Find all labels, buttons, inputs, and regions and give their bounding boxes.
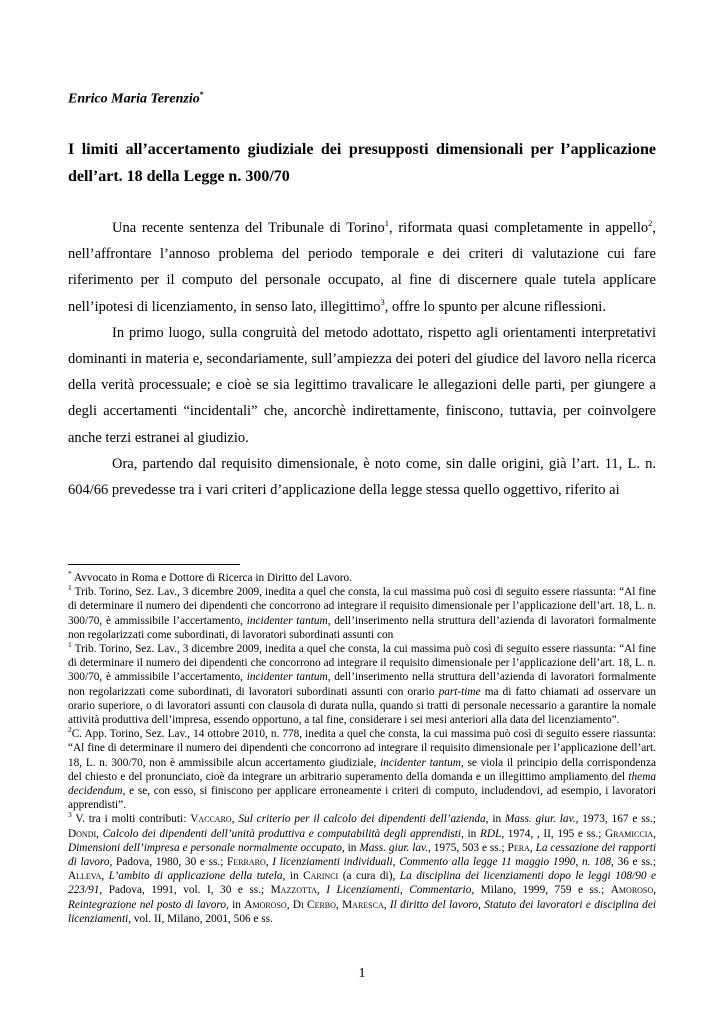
page-number: 1 — [358, 966, 366, 981]
footnotes — [68, 571, 656, 926]
footnote-2: $^2$C. App. Torino, Sez. Lav., 14 ottobre 2010, n. 778, inedita a quel che consta, la cui massima può così di seguito essere riassunta: “Al fine di determinare il numero dei dipendenti che concorrono ad integrare il requisito dimensionale per l’applicazione dell’art. 18, L. n. 300/70, non è ammissibile alcun accertamento giudiziale, incidenter tantum, se viola il principio della corrispondenza del chiesto e del pronunciato, cioè da integrare un arbitrario superamento della domanda e un illegittimo ampliamento del thema decidendum, e se, con esso, si finiscono per applicare erroneamente i criteri di computo, includendovi, ad esempio, i lavoratori apprendisti”. — [68, 725, 656, 812]
author-name: Enrico Maria Terenzio — [68, 91, 200, 107]
footnote-author: * Avvocato in Roma e Dottore di Ricerca in Diritto del Lavoro. — [68, 569, 353, 584]
article-title: I limiti all’accertamento giudiziale dei presupposti dimensionali per l’applicazione dell’art. 18 della Legge n. 300/70 — [68, 141, 656, 185]
footnote-separator — [68, 564, 240, 565]
footnote-1: $^1$ Trib. Torino, Sez. Lav., 3 dicembre 2009, inedita a quel che consta, la cui massima può così di seguito essere riassunta: “Al fine di determinare il numero dei dipendenti che concorrono ad integrare il requisito dimensionale per l’applicazione dell’art. 18, L. n. 300/70, è ammissibile l’accertamento, incidenter tantum, dell’inserimento nella struttura dell’azienda di lavoratori formalmente non regolarizzati come subordinati, di lavoratori subordinati assunti con — [68, 583, 656, 641]
footnote-3: $^3$ V. tra i molti contributi: Vaccaro, Sul criterio per il calcolo dei dipendenti dell’azienda, in Mass. giur. lav., 1973, 167 e ss.; Dondi, Calcolo dei dipendenti dell’unità produttiva e computabilità degli apprendisti, in RDL, 1974, , II, 195 e ss.; Gramiccia, Dimensioni dell’impresa e personale normalmente occupato, in Mass. giur. lav., 1975, 503 e ss.; Pera, La cessazione dei rapporti di lavoro, Padova, 1980, 30 e ss.; Ferraro, I licenziamenti individuali, Commento alla legge 11 maggio 1990, n. 108, 36 e ss.; Alleva, L’ambito di applicazione della tutela, in Carinci (a cura di), La disciplina dei licenziamenti dopo le leggi 108/90 e 223/91, Padova, 1991, vol. I, 30 e ss.; Mazzotta, I Licenziamenti, Commentario, Milano, 1999, 759 e ss.; Amoroso, Reintegrazione nel posto di lavoro, in Amoroso, Di Cerbo, Maresca, Il diritto del lavoro, Statuto dei lavoratori e disciplina dei licenziamenti, vol. II, Milano, 2001, 506 e ss. — [68, 810, 657, 925]
paragraph-2: In primo luogo, sulla congruità del metodo adottato, rispetto agli orientamenti interpretativi dominanti in materia e, secondariamente, sull’ampiezza dei poteri del giudice del lavoro nella ricerca della verità processuale; e cioè se sia legittimo travalicare le allegazioni delle parti, per giungere a degli accertamenti “incidentali” che, ancorchè indirettamente, finiscono, tuttavia, per coinvolgere anche terzi estranei al giudizio. — [68, 324, 656, 446]
footnote-ref-2: 2 — [648, 218, 653, 229]
footnote-ref-1: 1 — [384, 218, 390, 229]
paragraph-1: Una recente sentenza del Tribunale di Torino$^1$, riformata quasi completamente in appello$^2$, nell’affrontare l’annoso problema del periodo temporale e dei criteri di valutazione cui fare riferimento per il computo del personale occupato, al fine di discernere quale tutela applicare nell’ipotesi di licenziamento, in senso lato, illegittimo$^3$, offre lo spunto per alcune riflessioni. — [68, 218, 656, 315]
author-line — [68, 90, 204, 108]
body-text — [68, 215, 656, 503]
author-note-mark: * — [199, 90, 204, 99]
footnote-1-duplicate: $^1$ Trib. Torino, Sez. Lav., 3 dicembre 2009, inedita a quel che consta, la cui massima può così di seguito essere riassunta: “Al fine di determinare il numero dei dipendenti che concorrono ad integrare il requisito dimensionale per l’applicazione dell’art. 18, L. n. 300/70, è ammissibile l’accertamento, incidenter tantum, dell’inserimento nella struttura dell’azienda di lavoratori formalmente non regolarizzati come subordinati, di lavoratori subordinati assunti con orario part-time ma di fatto chiamati ad osservare un orario superiore, o di lavoratori assunti con clausola di durata nulla, quando si tratti di personale necessario a garantire la nomale attività produttiva dell’impresa, essendo opportuno, a tal fine, considerare i sei mesi anteriori alla data del licenziamento”. — [68, 640, 656, 727]
footnote-ref-3: 3 — [380, 296, 385, 307]
paragraph-3: Ora, partendo dal requisito dimensionale, è noto come, sin dalle origini, già l’art. 11, L. n. 604/66 prevedesse tra i vari criteri d’applicazione della legge stessa quello oggettivo, riferito ai — [68, 455, 656, 499]
